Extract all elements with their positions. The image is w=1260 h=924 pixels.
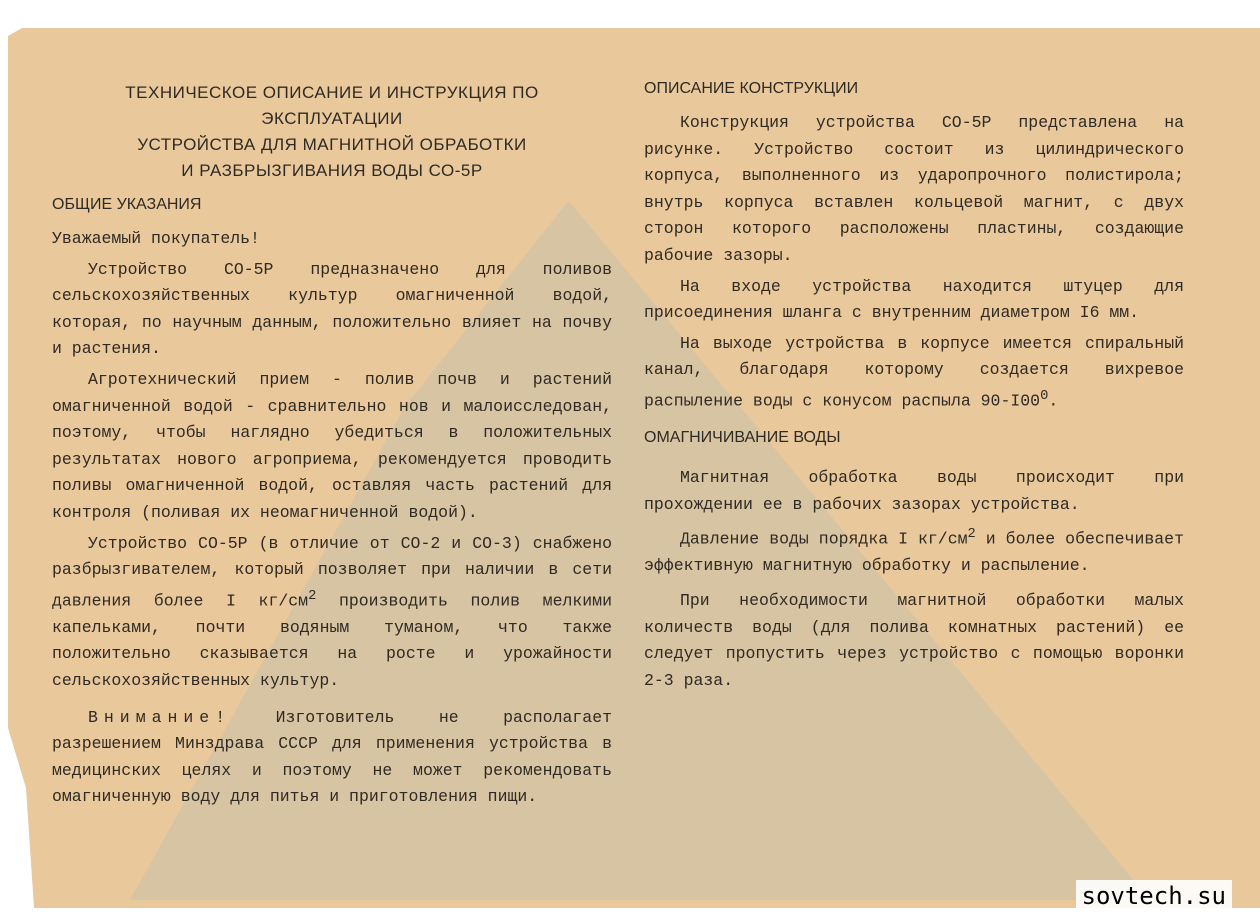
paragraph-sprinkler <box>52 531 612 695</box>
paragraph-inlet: На входе устройства находится штуцер для присоединения шланга с внутренним диаметром I6 мм. <box>644 276 1184 323</box>
sprinkler-sup: 2 <box>308 588 317 604</box>
right-column <box>644 76 1184 698</box>
paragraph-construction: Конструкция устройства СО-5Р представлена на рисунке. Устройство состоит из цилиндрического корпуса, выполненного из ударопрочного полистирола; внутрь корпуса вставлен кольцевой магнит, с двух сторон которого расположены пластины, создающие рабочие зазоры. <box>644 113 1184 265</box>
title-line-1: ТЕХНИЧЕСКОЕ ОПИСАНИЕ И ИНСТРУКЦИЯ ПО ЭКСПЛУАТАЦИИ <box>125 83 539 128</box>
paragraph-warning <box>52 705 612 811</box>
outlet-sup: 0 <box>1040 388 1049 404</box>
section-heading-construction: ОПИСАНИЕ КОНСТРУКЦИИ <box>644 80 859 97</box>
title-line-2: УСТРОЙСТВА ДЛЯ МАГНИТНОЙ ОБРАБОТКИ <box>137 135 527 154</box>
paragraph-outlet <box>644 331 1184 415</box>
document-title <box>52 80 612 184</box>
sprinkler-text-b: производить полив мелкими капельками, почти водяным туманом, что также положительно сказывается на росте и урожайности сельскохозяйственных культур. <box>52 591 612 690</box>
section-heading-magnetizing: ОМАГНИЧИВАНИЕ ВОДЫ <box>644 429 841 447</box>
section-heading-general: ОБЩИЕ УКАЗАНИЯ <box>52 196 202 213</box>
paragraph-agrotech: Агротехнический прием - полив почв и растений омагниченной водой - сравнительно нов и малоисследован, поэтому, чтобы наглядно убедиться в положительных результатах нового агроприема, рекомендуется проводить поливы омагниченной водой, оставляя часть растений для контроля (поливая их неомагниченной водой). <box>52 369 612 522</box>
paragraph-purpose: Устройство СО-5Р предназначено для поливов сельскохозяйственных культур омагниченной водой, которая, по научным данным, положительно влияет на почву и растения. <box>52 259 612 359</box>
paragraph-small-quantities: При необходимости магнитной обработки малых количеств воды (для полива комнатных растений) ее следует пропустить через устройство с помощью воронки 2-3 раза. <box>644 590 1184 690</box>
paragraph-pressure <box>644 522 1184 580</box>
pressure-sup: 2 <box>967 527 976 543</box>
pressure-text-a: Давление воды порядка I кг/см <box>680 529 968 549</box>
greeting: Уважаемый покупатель! <box>52 229 260 248</box>
site-watermark: sovtech.su <box>1076 880 1233 912</box>
warning-word: Внимание! <box>88 707 232 727</box>
title-line-3: И РАЗБРЫЗГИВАНИЯ ВОДЫ СО-5Р <box>181 161 483 180</box>
left-column <box>52 80 612 815</box>
outlet-text-b: . <box>1048 391 1059 411</box>
warning-text: Изготовитель не располагает разрешением Минздрава СССР для применения устройства в медицинских целях и поэтому не может рекомендовать омагниченную воду для питья и приготовления пищи. <box>52 707 612 807</box>
paragraph-processing: Магнитная обработка воды происходит при прохождении ее в рабочих зазорах устройства. <box>644 468 1184 514</box>
outlet-text-a: На выходе устройства в корпусе имеется спиральный канал, благодаря которому создается вихревое распыление воды с конусом распыла 90-I00 <box>644 333 1184 411</box>
pressure-text-b: и более обеспечивает эффективную магнитную обработку и распыление. <box>644 529 1184 576</box>
sprinkler-text-a: Устройство СО-5Р (в отличие от СО-2 и СО-3) снабжено разбрызгивателем, который позволяет при наличии в сети давления более I кг/см <box>52 533 612 611</box>
